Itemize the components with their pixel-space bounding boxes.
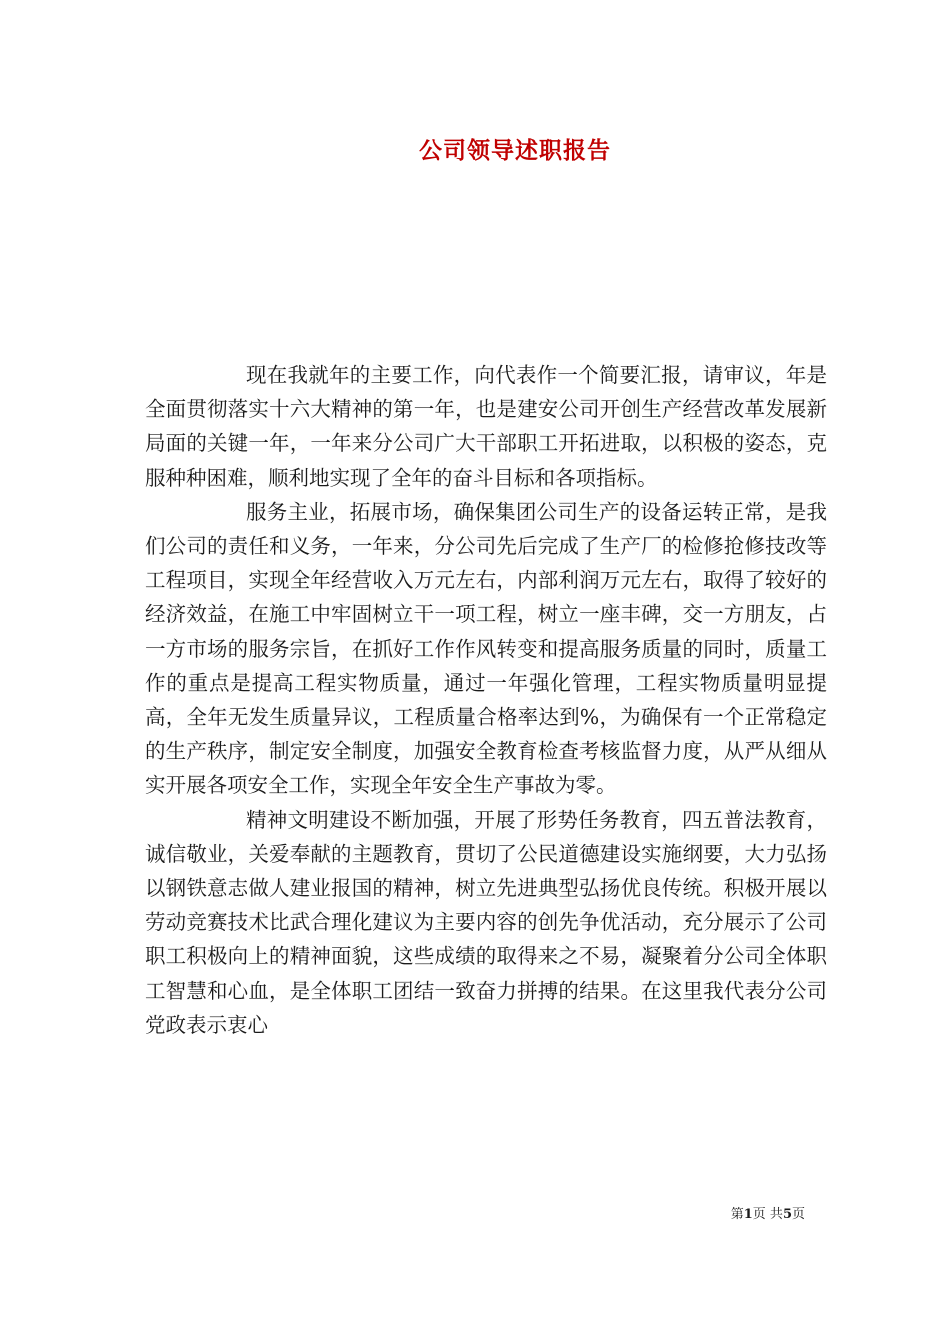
footer-total-pages: 5 xyxy=(782,1207,792,1222)
page-number-footer xyxy=(0,1203,950,1222)
footer-prefix: 第 xyxy=(730,1207,744,1222)
paragraph-1: 现在我就年的主要工作，向代表作一个简要汇报，请审议，年是全面贯彻落实十六大精神的第一年，也是建安公司开创生产经营改革发展新局面的关键一年，一年来分公司广大干部职工开拓进取，以积极的姿态，克服种种困难，顺利地实现了全年的奋斗目标和各项指标。 xyxy=(145,363,827,490)
document-title: 公司领导述职报告 xyxy=(419,137,611,164)
document-body xyxy=(145,358,827,1042)
footer-middle: 页 共 xyxy=(752,1207,783,1222)
footer-suffix: 页 xyxy=(791,1207,805,1222)
footer-current-page: 1 xyxy=(743,1207,753,1222)
paragraph-2: 服务主业，拓展市场，确保集团公司生产的设备运转正常，是我们公司的责任和义务，一年来，分公司先后完成了生产厂的检修抢修技改等工程项目，实现全年经营收入万元左右，内部利润万元左右，取得了较好的经济效益，在施工中牢固树立干一项工程，树立一座丰碑，交一方朋友，占一方市场的服务宗旨，在抓好工作作风转变和提高服务质量的同时，质量工作的重点是提高工程实物质量，通过一年强化管理，工程实物质量明显提高，全年无发生质量异议，工程质量合格率达到%，为确保有一个正常稳定的生产秩序，制定安全制度，加强安全教育检查考核监督力度，从严从细从实开展各项安全工作，实现全年安全生产事故为零。 xyxy=(145,499,827,798)
paragraph-3: 精神文明建设不断加强，开展了形势任务教育，四五普法教育，诚信敬业，关爱奉献的主题教育，贯切了公民道德建设实施纲要，大力弘扬以钢铁意志做人建业报国的精神，树立先进典型弘扬优良传统。积极开展以劳动竞赛技术比武合理化建议为主要内容的创先争优活动，充分展示了公司职工积极向上的精神面貌，这些成绩的取得来之不易，凝聚着分公司全体职工智慧和心血，是全体职工团结一致奋力拼搏的结果。在这里我代表分公司党政表示衷心 xyxy=(145,807,827,1037)
